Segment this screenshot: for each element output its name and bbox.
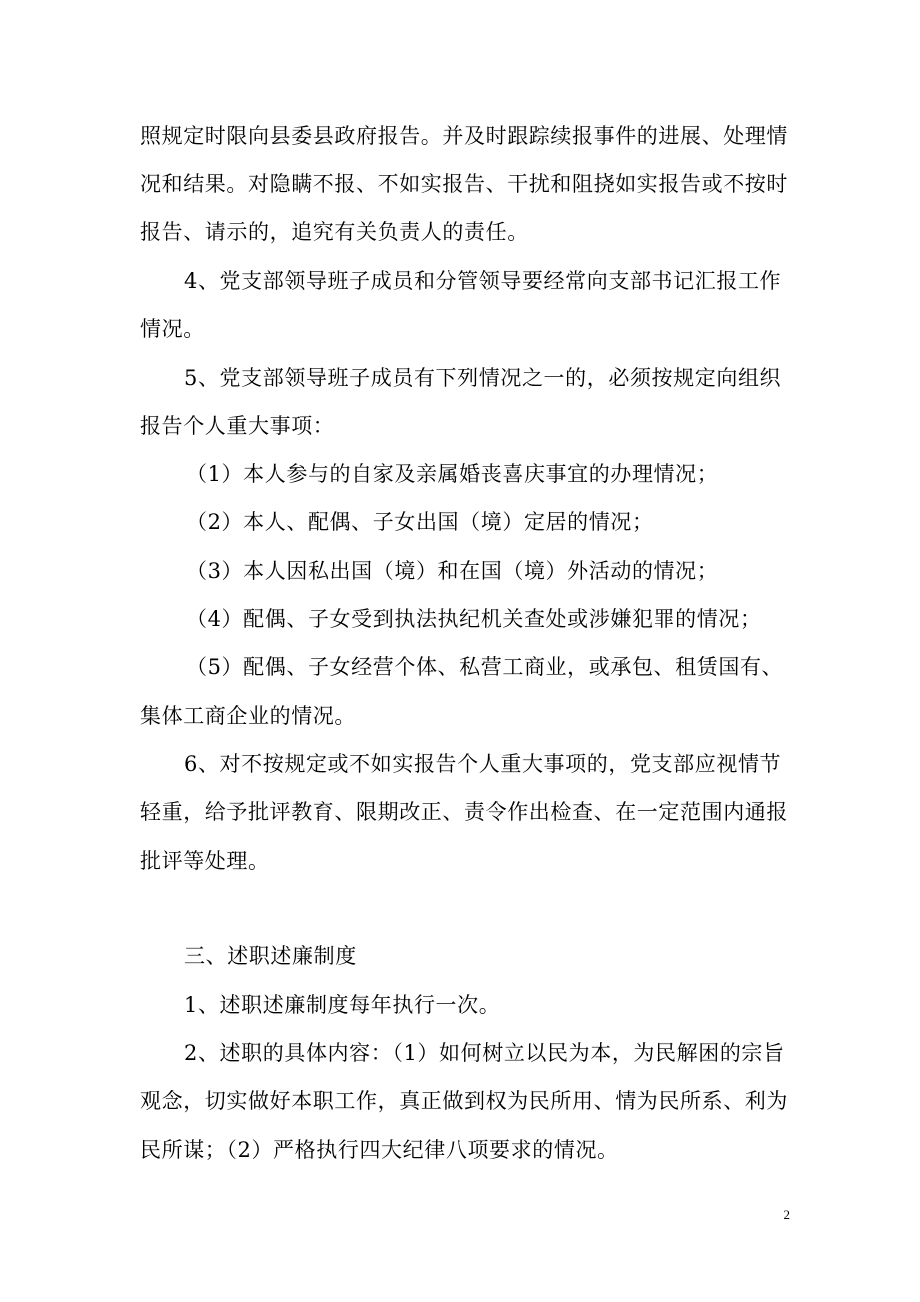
duty-report-item-1: 1、述职述廉制度每年执行一次。 <box>184 993 501 1017</box>
reporting-item-2: （2）本人、配偶、子女出国（境）定居的情况； <box>186 510 654 534</box>
paragraph-line-2: 况和结果。对隐瞒不报、不如实报告、干扰和阻挠如实报告或不按时 <box>140 172 788 196</box>
duty-report-item-2-line-1: 2、述职的具体内容：（1）如何树立以民为本，为民解困的宗旨 <box>184 1041 785 1065</box>
reporting-item-4: （4）配偶、子女受到执法执纪机关查处或涉嫌犯罪的情况； <box>186 607 762 631</box>
duty-report-item-2-line-2: 观念，切实做好本职工作，真正做到权为民所用、情为民所系、利为 <box>140 1089 788 1113</box>
section-item-6-line-2: 轻重，给予批评教育、限期改正、责令作出检查、在一定范围内通报 <box>140 800 788 824</box>
reporting-item-5-line-1: （5）配偶、子女经营个体、私营工商业，或承包、租赁国有、 <box>186 655 784 679</box>
paragraph-line-3: 报告、请示的，追究有关负责人的责任。 <box>140 220 529 244</box>
paragraph-line-1: 照规定时限向县委县政府报告。并及时跟踪续报事件的进展、处理情 <box>140 124 788 148</box>
section-item-4-line-2: 情况。 <box>140 317 205 341</box>
section-item-5-line-1: 5、党支部领导班子成员有下列情况之一的，必须按规定向组织 <box>184 366 782 390</box>
reporting-item-1: （1）本人参与的自家及亲属婚丧喜庆事宜的办理情况； <box>186 462 719 486</box>
reporting-item-5-line-2: 集体工商企业的情况。 <box>140 704 356 728</box>
section-heading-3: 三、述职述廉制度 <box>184 944 357 968</box>
reporting-item-3: （3）本人因私出国（境）和在国（境）外活动的情况； <box>186 559 719 583</box>
page-number: 2 <box>783 1207 790 1222</box>
section-item-5-line-2: 报告个人重大事项： <box>140 414 335 438</box>
section-item-4-line-1: 4、党支部领导班子成员和分管领导要经常向支部书记汇报工作 <box>184 269 782 293</box>
section-item-6-line-1: 6、对不按规定或不如实报告个人重大事项的，党支部应视情节 <box>184 752 782 776</box>
duty-report-item-2-line-3: 民所谋；（2）严格执行四大纪律八项要求的情况。 <box>140 1138 619 1162</box>
section-item-6-line-3: 批评等处理。 <box>140 849 270 873</box>
